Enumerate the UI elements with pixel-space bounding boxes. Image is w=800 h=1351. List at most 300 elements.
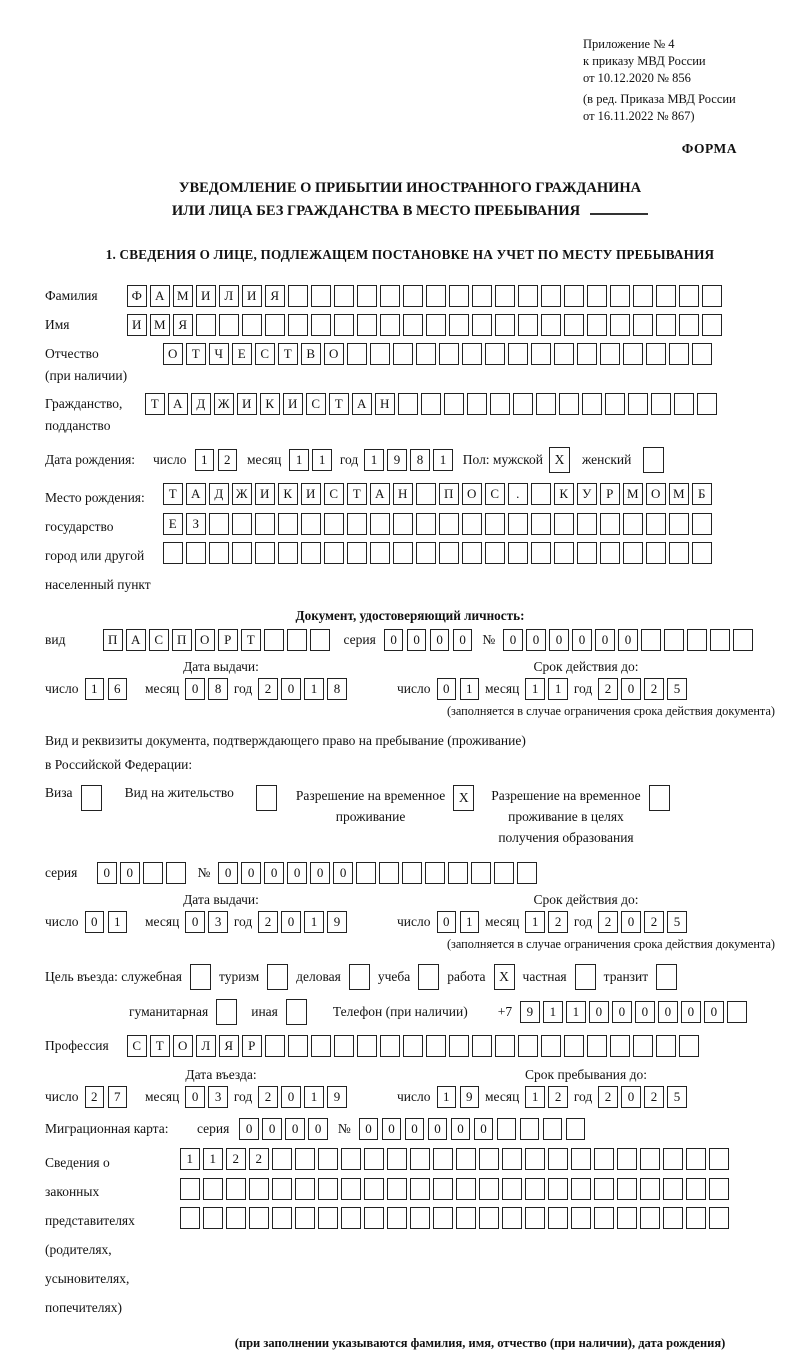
char-cell[interactable]: 2 — [598, 678, 618, 700]
char-cell[interactable]: 2 — [258, 911, 278, 933]
char-cell[interactable]: 0 — [310, 862, 330, 884]
char-cell[interactable] — [663, 1178, 683, 1200]
char-cell[interactable] — [370, 513, 390, 535]
char-cell[interactable] — [541, 285, 561, 307]
visa-checkbox[interactable] — [81, 785, 102, 811]
char-cell[interactable] — [587, 285, 607, 307]
purpose-study-checkbox[interactable] — [418, 964, 439, 990]
char-cell[interactable]: Д — [191, 393, 211, 415]
char-cell[interactable]: 1 — [543, 1001, 563, 1023]
char-cell[interactable]: 0 — [658, 1001, 678, 1023]
char-cell[interactable]: 2 — [644, 1086, 664, 1108]
char-cell[interactable] — [448, 862, 468, 884]
char-cell[interactable]: З — [186, 513, 206, 535]
char-cell[interactable] — [387, 1207, 407, 1229]
char-cell[interactable]: 0 — [437, 678, 457, 700]
char-cell[interactable]: Т — [241, 629, 261, 651]
char-cell[interactable] — [341, 1148, 361, 1170]
char-cell[interactable] — [278, 513, 298, 535]
char-cell[interactable] — [272, 1207, 292, 1229]
char-cell[interactable]: Д — [209, 483, 229, 505]
purpose-work-checkbox[interactable]: X — [494, 964, 515, 990]
char-cell[interactable]: В — [301, 343, 321, 365]
char-cell[interactable] — [471, 862, 491, 884]
char-cell[interactable]: М — [173, 285, 193, 307]
char-cell[interactable]: 2 — [258, 1086, 278, 1108]
char-cell[interactable]: 0 — [595, 629, 615, 651]
char-cell[interactable] — [370, 542, 390, 564]
char-cell[interactable] — [571, 1207, 591, 1229]
char-cell[interactable] — [594, 1178, 614, 1200]
char-cell[interactable]: 0 — [281, 678, 301, 700]
char-cell[interactable] — [255, 513, 275, 535]
char-cell[interactable]: Я — [265, 285, 285, 307]
char-cell[interactable] — [541, 1035, 561, 1057]
char-cell[interactable] — [410, 1148, 430, 1170]
char-cell[interactable]: 0 — [281, 1086, 301, 1108]
char-cell[interactable]: А — [352, 393, 372, 415]
char-cell[interactable] — [610, 285, 630, 307]
char-cell[interactable] — [646, 513, 666, 535]
char-cell[interactable] — [226, 1207, 246, 1229]
char-cell[interactable] — [380, 314, 400, 336]
char-cell[interactable]: И — [237, 393, 257, 415]
char-cell[interactable]: Т — [278, 343, 298, 365]
char-cell[interactable] — [449, 314, 469, 336]
char-cell[interactable] — [433, 1148, 453, 1170]
char-cell[interactable] — [536, 393, 556, 415]
char-cell[interactable]: 1 — [525, 678, 545, 700]
char-cell[interactable] — [531, 513, 551, 535]
char-cell[interactable] — [403, 1035, 423, 1057]
purpose-private-checkbox[interactable] — [575, 964, 596, 990]
char-cell[interactable] — [311, 1035, 331, 1057]
char-cell[interactable]: Р — [242, 1035, 262, 1057]
char-cell[interactable] — [318, 1178, 338, 1200]
char-cell[interactable]: 2 — [85, 1086, 105, 1108]
char-cell[interactable]: 6 — [108, 678, 128, 700]
char-cell[interactable] — [518, 314, 538, 336]
char-cell[interactable] — [664, 629, 684, 651]
char-cell[interactable] — [403, 314, 423, 336]
char-cell[interactable]: 0 — [382, 1118, 402, 1140]
char-cell[interactable] — [387, 1148, 407, 1170]
char-cell[interactable]: Б — [692, 483, 712, 505]
char-cell[interactable] — [357, 285, 377, 307]
char-cell[interactable]: 1 — [364, 449, 384, 471]
char-cell[interactable] — [472, 1035, 492, 1057]
char-cell[interactable]: Т — [150, 1035, 170, 1057]
char-cell[interactable] — [416, 343, 436, 365]
char-cell[interactable] — [548, 1178, 568, 1200]
char-cell[interactable] — [249, 1178, 269, 1200]
char-cell[interactable] — [600, 542, 620, 564]
char-cell[interactable]: 1 — [304, 678, 324, 700]
char-cell[interactable] — [226, 1178, 246, 1200]
char-cell[interactable]: О — [195, 629, 215, 651]
char-cell[interactable] — [495, 314, 515, 336]
char-cell[interactable] — [600, 343, 620, 365]
char-cell[interactable] — [334, 285, 354, 307]
char-cell[interactable]: И — [301, 483, 321, 505]
char-cell[interactable] — [623, 513, 643, 535]
char-cell[interactable]: 2 — [598, 1086, 618, 1108]
char-cell[interactable]: С — [485, 483, 505, 505]
char-cell[interactable] — [380, 1035, 400, 1057]
char-cell[interactable] — [232, 542, 252, 564]
char-cell[interactable] — [416, 513, 436, 535]
char-cell[interactable] — [508, 513, 528, 535]
char-cell[interactable] — [364, 1207, 384, 1229]
char-cell[interactable] — [617, 1148, 637, 1170]
char-cell[interactable]: 0 — [453, 629, 473, 651]
char-cell[interactable]: 1 — [525, 911, 545, 933]
char-cell[interactable]: 0 — [407, 629, 427, 651]
char-cell[interactable] — [433, 1178, 453, 1200]
char-cell[interactable]: 2 — [226, 1148, 246, 1170]
sex-female-checkbox[interactable] — [643, 447, 664, 473]
char-cell[interactable]: 1 — [548, 678, 568, 700]
char-cell[interactable] — [508, 542, 528, 564]
char-cell[interactable]: А — [150, 285, 170, 307]
char-cell[interactable]: 0 — [185, 678, 205, 700]
char-cell[interactable] — [727, 1001, 747, 1023]
char-cell[interactable] — [710, 629, 730, 651]
char-cell[interactable] — [623, 343, 643, 365]
char-cell[interactable]: 0 — [359, 1118, 379, 1140]
char-cell[interactable]: Е — [163, 513, 183, 535]
char-cell[interactable] — [426, 314, 446, 336]
char-cell[interactable]: Р — [600, 483, 620, 505]
char-cell[interactable]: 0 — [572, 629, 592, 651]
char-cell[interactable] — [640, 1178, 660, 1200]
sex-male-checkbox[interactable]: X — [549, 447, 570, 473]
char-cell[interactable] — [341, 1207, 361, 1229]
char-cell[interactable]: 1 — [180, 1148, 200, 1170]
char-cell[interactable]: М — [150, 314, 170, 336]
char-cell[interactable] — [531, 542, 551, 564]
char-cell[interactable] — [497, 1118, 517, 1140]
char-cell[interactable] — [587, 1035, 607, 1057]
char-cell[interactable] — [531, 343, 551, 365]
char-cell[interactable]: Т — [329, 393, 349, 415]
char-cell[interactable]: 1 — [85, 678, 105, 700]
char-cell[interactable] — [334, 314, 354, 336]
char-cell[interactable] — [472, 285, 492, 307]
char-cell[interactable] — [301, 542, 321, 564]
char-cell[interactable]: С — [306, 393, 326, 415]
char-cell[interactable] — [288, 1035, 308, 1057]
char-cell[interactable] — [393, 513, 413, 535]
char-cell[interactable] — [610, 1035, 630, 1057]
char-cell[interactable] — [439, 343, 459, 365]
char-cell[interactable]: 1 — [460, 678, 480, 700]
char-cell[interactable]: 5 — [667, 1086, 687, 1108]
char-cell[interactable] — [163, 542, 183, 564]
char-cell[interactable] — [295, 1148, 315, 1170]
char-cell[interactable]: 1 — [304, 911, 324, 933]
char-cell[interactable]: 0 — [285, 1118, 305, 1140]
char-cell[interactable]: 2 — [249, 1148, 269, 1170]
char-cell[interactable] — [571, 1178, 591, 1200]
char-cell[interactable]: 1 — [437, 1086, 457, 1108]
char-cell[interactable] — [467, 393, 487, 415]
char-cell[interactable]: Т — [347, 483, 367, 505]
char-cell[interactable]: 5 — [667, 911, 687, 933]
char-cell[interactable] — [633, 314, 653, 336]
char-cell[interactable] — [520, 1118, 540, 1140]
char-cell[interactable]: 1 — [460, 911, 480, 933]
char-cell[interactable] — [692, 513, 712, 535]
char-cell[interactable] — [541, 314, 561, 336]
char-cell[interactable] — [577, 343, 597, 365]
char-cell[interactable] — [733, 629, 753, 651]
char-cell[interactable]: 0 — [474, 1118, 494, 1140]
char-cell[interactable] — [186, 542, 206, 564]
char-cell[interactable] — [679, 314, 699, 336]
char-cell[interactable] — [669, 343, 689, 365]
char-cell[interactable] — [310, 629, 330, 651]
char-cell[interactable]: 0 — [185, 1086, 205, 1108]
char-cell[interactable] — [264, 629, 284, 651]
char-cell[interactable]: 1 — [108, 911, 128, 933]
char-cell[interactable] — [656, 314, 676, 336]
char-cell[interactable] — [594, 1148, 614, 1170]
char-cell[interactable]: 8 — [208, 678, 228, 700]
char-cell[interactable] — [485, 542, 505, 564]
char-cell[interactable]: 0 — [704, 1001, 724, 1023]
char-cell[interactable] — [379, 862, 399, 884]
char-cell[interactable]: 1 — [312, 449, 332, 471]
char-cell[interactable] — [566, 1118, 586, 1140]
char-cell[interactable]: 0 — [241, 862, 261, 884]
char-cell[interactable]: 9 — [460, 1086, 480, 1108]
char-cell[interactable] — [508, 343, 528, 365]
char-cell[interactable]: Т — [163, 483, 183, 505]
char-cell[interactable]: 0 — [239, 1118, 259, 1140]
purpose-business-checkbox[interactable] — [190, 964, 211, 990]
char-cell[interactable]: 1 — [525, 1086, 545, 1108]
purpose-humanitarian-checkbox[interactable] — [216, 999, 237, 1025]
char-cell[interactable] — [646, 542, 666, 564]
char-cell[interactable]: Ч — [209, 343, 229, 365]
char-cell[interactable]: 0 — [384, 629, 404, 651]
temp-edu-permit-checkbox[interactable] — [649, 785, 670, 811]
char-cell[interactable] — [577, 513, 597, 535]
char-cell[interactable] — [449, 1035, 469, 1057]
char-cell[interactable] — [356, 862, 376, 884]
char-cell[interactable]: 1 — [289, 449, 309, 471]
purpose-commercial-checkbox[interactable] — [349, 964, 370, 990]
char-cell[interactable] — [433, 1207, 453, 1229]
char-cell[interactable] — [564, 1035, 584, 1057]
char-cell[interactable]: Т — [186, 343, 206, 365]
char-cell[interactable] — [393, 542, 413, 564]
char-cell[interactable] — [679, 1035, 699, 1057]
char-cell[interactable] — [623, 542, 643, 564]
char-cell[interactable] — [287, 629, 307, 651]
char-cell[interactable] — [617, 1178, 637, 1200]
char-cell[interactable] — [617, 1207, 637, 1229]
char-cell[interactable] — [587, 314, 607, 336]
char-cell[interactable] — [582, 393, 602, 415]
char-cell[interactable] — [347, 513, 367, 535]
char-cell[interactable]: Р — [218, 629, 238, 651]
char-cell[interactable] — [347, 542, 367, 564]
char-cell[interactable]: 2 — [644, 678, 664, 700]
char-cell[interactable]: П — [439, 483, 459, 505]
char-cell[interactable]: Л — [219, 285, 239, 307]
char-cell[interactable]: К — [278, 483, 298, 505]
char-cell[interactable]: 1 — [433, 449, 453, 471]
char-cell[interactable]: Ж — [232, 483, 252, 505]
char-cell[interactable]: С — [127, 1035, 147, 1057]
char-cell[interactable]: 0 — [618, 629, 638, 651]
char-cell[interactable] — [265, 314, 285, 336]
char-cell[interactable]: Ф — [127, 285, 147, 307]
char-cell[interactable] — [242, 314, 262, 336]
char-cell[interactable] — [559, 393, 579, 415]
char-cell[interactable] — [387, 1178, 407, 1200]
char-cell[interactable]: 0 — [287, 862, 307, 884]
char-cell[interactable] — [398, 393, 418, 415]
char-cell[interactable]: 9 — [327, 1086, 347, 1108]
char-cell[interactable] — [462, 542, 482, 564]
char-cell[interactable]: И — [242, 285, 262, 307]
char-cell[interactable] — [640, 1207, 660, 1229]
char-cell[interactable]: П — [103, 629, 123, 651]
char-cell[interactable]: М — [623, 483, 643, 505]
char-cell[interactable] — [426, 1035, 446, 1057]
char-cell[interactable]: М — [669, 483, 689, 505]
char-cell[interactable]: 2 — [548, 1086, 568, 1108]
char-cell[interactable] — [209, 542, 229, 564]
char-cell[interactable]: Н — [375, 393, 395, 415]
char-cell[interactable]: А — [370, 483, 390, 505]
char-cell[interactable]: 0 — [262, 1118, 282, 1140]
char-cell[interactable]: 0 — [621, 1086, 641, 1108]
char-cell[interactable] — [444, 393, 464, 415]
char-cell[interactable] — [692, 542, 712, 564]
char-cell[interactable]: 3 — [208, 1086, 228, 1108]
char-cell[interactable] — [554, 343, 574, 365]
char-cell[interactable]: 8 — [410, 449, 430, 471]
char-cell[interactable] — [311, 314, 331, 336]
char-cell[interactable]: 9 — [387, 449, 407, 471]
char-cell[interactable]: 8 — [327, 678, 347, 700]
char-cell[interactable] — [416, 483, 436, 505]
char-cell[interactable]: А — [186, 483, 206, 505]
char-cell[interactable] — [426, 285, 446, 307]
char-cell[interactable] — [421, 393, 441, 415]
char-cell[interactable] — [525, 1148, 545, 1170]
char-cell[interactable] — [692, 343, 712, 365]
char-cell[interactable]: 0 — [621, 678, 641, 700]
char-cell[interactable]: 2 — [644, 911, 664, 933]
char-cell[interactable] — [456, 1207, 476, 1229]
char-cell[interactable] — [357, 314, 377, 336]
char-cell[interactable] — [517, 862, 537, 884]
char-cell[interactable] — [651, 393, 671, 415]
char-cell[interactable]: 0 — [218, 862, 238, 884]
char-cell[interactable]: 0 — [97, 862, 117, 884]
char-cell[interactable] — [278, 542, 298, 564]
char-cell[interactable] — [548, 1207, 568, 1229]
char-cell[interactable] — [295, 1207, 315, 1229]
char-cell[interactable] — [679, 285, 699, 307]
char-cell[interactable] — [495, 1035, 515, 1057]
char-cell[interactable]: 1 — [195, 449, 215, 471]
char-cell[interactable] — [410, 1178, 430, 1200]
char-cell[interactable]: 0 — [549, 629, 569, 651]
char-cell[interactable] — [232, 513, 252, 535]
char-cell[interactable] — [203, 1207, 223, 1229]
purpose-transit-checkbox[interactable] — [656, 964, 677, 990]
char-cell[interactable]: С — [149, 629, 169, 651]
char-cell[interactable] — [513, 393, 533, 415]
char-cell[interactable]: И — [283, 393, 303, 415]
char-cell[interactable] — [318, 1148, 338, 1170]
char-cell[interactable] — [255, 542, 275, 564]
char-cell[interactable] — [525, 1207, 545, 1229]
char-cell[interactable]: 0 — [451, 1118, 471, 1140]
char-cell[interactable] — [554, 513, 574, 535]
char-cell[interactable] — [518, 1035, 538, 1057]
char-cell[interactable]: 0 — [635, 1001, 655, 1023]
char-cell[interactable]: 0 — [281, 911, 301, 933]
char-cell[interactable] — [209, 513, 229, 535]
char-cell[interactable]: О — [173, 1035, 193, 1057]
char-cell[interactable] — [341, 1178, 361, 1200]
char-cell[interactable]: 0 — [333, 862, 353, 884]
char-cell[interactable] — [462, 343, 482, 365]
char-cell[interactable]: 2 — [548, 911, 568, 933]
char-cell[interactable] — [166, 862, 186, 884]
char-cell[interactable]: Е — [232, 343, 252, 365]
char-cell[interactable] — [564, 314, 584, 336]
char-cell[interactable]: 0 — [85, 911, 105, 933]
char-cell[interactable]: И — [255, 483, 275, 505]
char-cell[interactable] — [249, 1207, 269, 1229]
char-cell[interactable] — [628, 393, 648, 415]
char-cell[interactable] — [709, 1207, 729, 1229]
char-cell[interactable] — [577, 542, 597, 564]
char-cell[interactable]: 0 — [621, 911, 641, 933]
char-cell[interactable]: 1 — [566, 1001, 586, 1023]
char-cell[interactable] — [370, 343, 390, 365]
char-cell[interactable] — [416, 542, 436, 564]
char-cell[interactable] — [531, 483, 551, 505]
char-cell[interactable] — [479, 1148, 499, 1170]
char-cell[interactable]: 0 — [430, 629, 450, 651]
char-cell[interactable]: 1 — [304, 1086, 324, 1108]
char-cell[interactable] — [324, 513, 344, 535]
char-cell[interactable]: О — [324, 343, 344, 365]
char-cell[interactable]: С — [255, 343, 275, 365]
char-cell[interactable] — [462, 513, 482, 535]
char-cell[interactable] — [605, 393, 625, 415]
char-cell[interactable]: И — [127, 314, 147, 336]
char-cell[interactable] — [518, 285, 538, 307]
char-cell[interactable] — [502, 1207, 522, 1229]
char-cell[interactable] — [479, 1178, 499, 1200]
char-cell[interactable] — [702, 285, 722, 307]
char-cell[interactable]: 9 — [520, 1001, 540, 1023]
char-cell[interactable] — [425, 862, 445, 884]
char-cell[interactable]: Т — [145, 393, 165, 415]
char-cell[interactable] — [272, 1178, 292, 1200]
char-cell[interactable] — [610, 314, 630, 336]
